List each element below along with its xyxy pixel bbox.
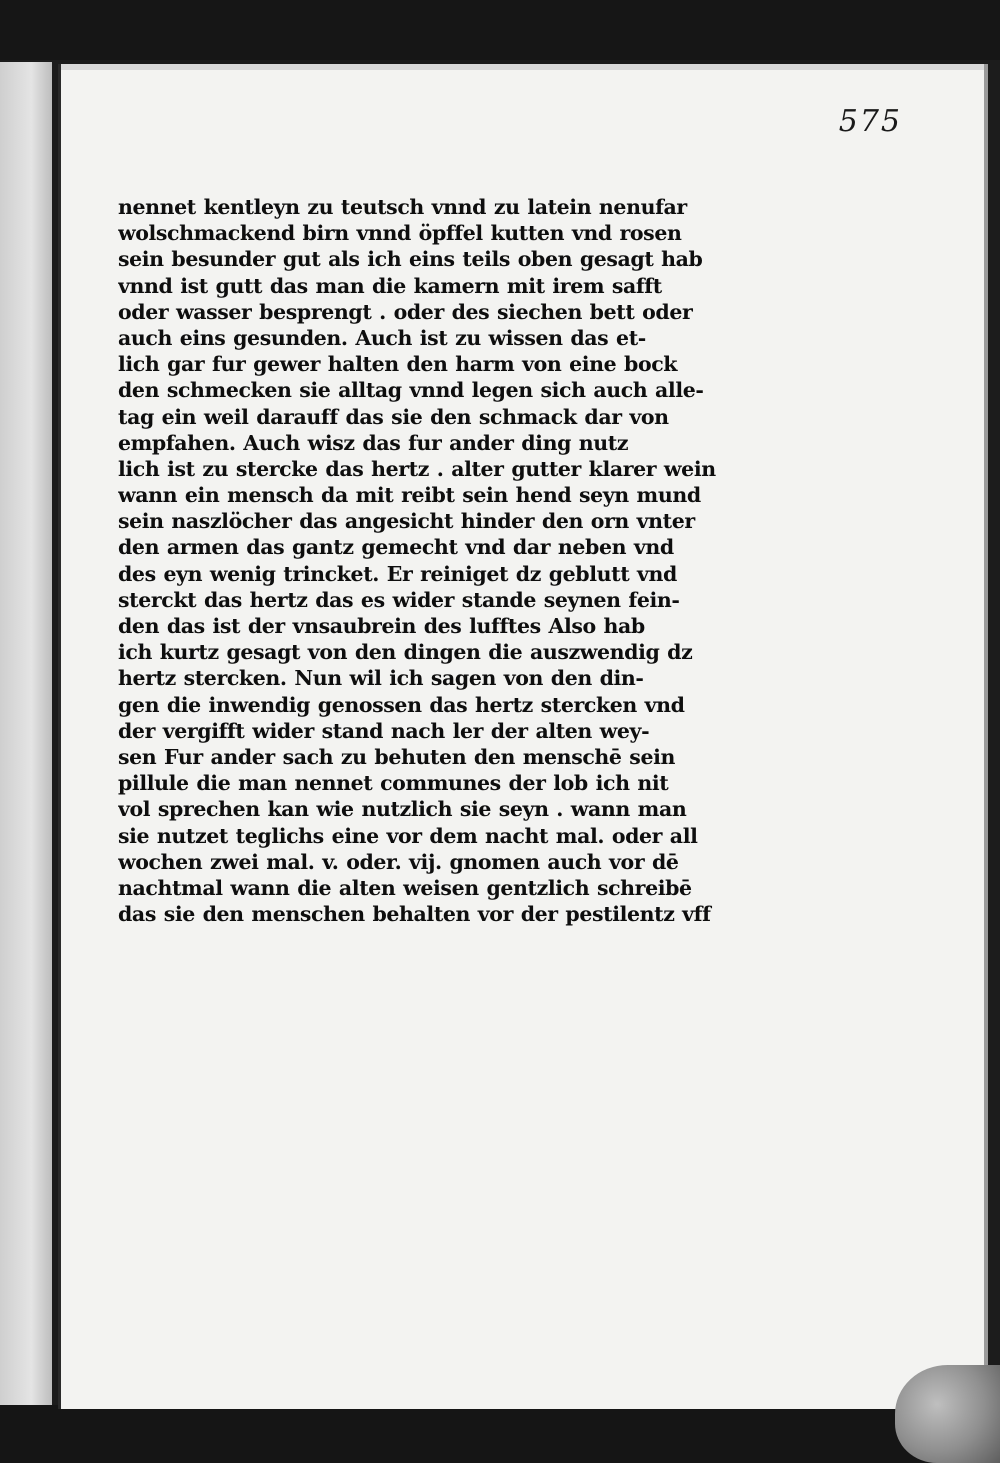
text-line: sein besunder gut als ich eins teils oben gesagt hab	[118, 247, 703, 272]
text-line: nennet kentleyn zu teutsch vnnd zu latein nenufar	[118, 195, 687, 219]
text-line: lich ist zu stercke das hertz . alter gutter klarer wein	[118, 456, 716, 481]
text-line: den schmecken sie alltag vnnd legen sich auch alle-	[118, 378, 704, 403]
text-line: empfahen. Auch wisz das fur ander ding nutz	[118, 430, 629, 455]
text-line: sen Fur ander sach zu behuten den menschē sein	[118, 744, 675, 769]
text-block	[118, 194, 734, 927]
text-line: der vergifft wider stand nach ler der alten wey-	[118, 718, 650, 743]
text-line: wochen zwei mal. v. oder. vij. gnomen auch vor dē	[118, 849, 679, 874]
text-line: den das ist der vnsaubrein des lufftes Also hab	[118, 614, 645, 638]
scan-bottom-border	[0, 1405, 1000, 1463]
thumb-holding-page	[895, 1365, 1000, 1463]
text-line: den armen das gantz gemecht vnd dar neben vnd	[118, 535, 674, 560]
page-top-edge	[61, 64, 984, 70]
text-line: das sie den menschen behalten vor der pestilentz vff	[118, 902, 711, 927]
text-line: vnnd ist gutt das man die kamern mit irem safft	[118, 273, 662, 298]
text-line: tag ein weil darauff das sie den schmack dar von	[118, 404, 669, 429]
text-line: wann ein mensch da mit reibt sein hend seyn mund	[118, 483, 701, 508]
text-line: gen die inwendig genossen das hertz stercken vnd	[118, 692, 685, 717]
text-line: nachtmal wann die alten weisen gentzlich schreibē	[118, 875, 692, 900]
facing-page-edge	[0, 62, 52, 1412]
scan-top-border	[0, 0, 1000, 60]
text-line: ich kurtz gesagt von den dingen die auszwendig dz	[118, 640, 693, 665]
text-line: lich gar fur gewer halten den harm von eine bock	[118, 352, 678, 377]
text-line: vol sprechen kan wie nutzlich sie seyn . wann man	[118, 797, 687, 822]
text-line: pillule die man nennet communes der lob ich nit	[118, 771, 669, 796]
text-line: sterckt das hertz das es wider stande seynen fein-	[118, 587, 680, 612]
text-line: auch eins gesunden. Auch ist zu wissen das et-	[118, 325, 646, 350]
folio-number: 575	[838, 104, 902, 139]
text-line: oder wasser besprengt . oder des siechen bett oder	[118, 299, 693, 324]
text-line: wolschmackend birn vnnd öpffel kutten vnd rosen	[118, 221, 682, 246]
text-line: sein naszlöcher das angesicht hinder den orn vnter	[118, 509, 695, 534]
text-line: des eyn wenig trincket. Er reiniget dz geblutt vnd	[118, 561, 677, 586]
text-line: sie nutzet teglichs eine vor dem nacht mal. oder all	[118, 823, 698, 848]
text-line: hertz stercken. Nun wil ich sagen von den din-	[118, 666, 644, 691]
